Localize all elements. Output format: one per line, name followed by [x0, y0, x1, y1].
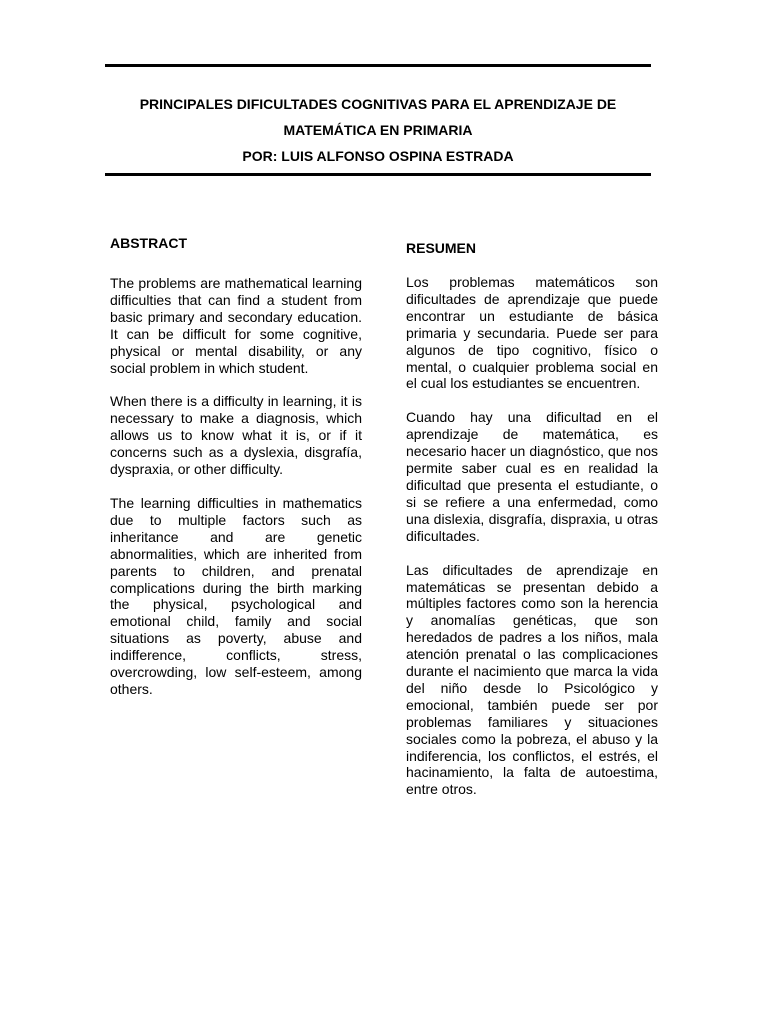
abstract-heading: ABSTRACT [110, 235, 187, 251]
abstract-paragraph: When there is a difficulty in learning, it is necessary to make a diagnosis, which allows us to know what it is, or if it concerns such as a dyslexia, disgrafía, dyspraxia, or other difficulty. [110, 393, 362, 478]
resumen-column [406, 239, 658, 815]
abstract-paragraph: The problems are mathematical learning difficulties that can find a student from basic primary and secondary education. It can be difficult for some cognitive, physical or mental disability, or any social problem in which student. [110, 275, 362, 376]
top-rule [105, 64, 651, 67]
title-line-1: PRINCIPALES DIFICULTADES COGNITIVAS PARA EL APRENDIZAJE DE [139, 96, 617, 112]
bottom-rule [105, 173, 651, 176]
abstract-column [110, 234, 362, 715]
resumen-heading: RESUMEN [406, 240, 477, 256]
document-header [105, 91, 651, 169]
resumen-paragraph: Cuando hay una dificultad en el aprendizaje de matemática, es necesario hacer un diagnóstico, que nos permite saber cual es en realidad la dificultad que presenta el estudiante, o si se refiere a una enfermedad, como una dislexia, disgrafía, dispraxia, u otras dificultades. [406, 409, 658, 544]
abstract-paragraph: The learning difficulties in mathematics due to multiple factors such as inheritance and are genetic abnormalities, which are inherited from parents to children, and prenatal complications during the birth marking the physical, psychological and emotional child, family and social situations as poverty, abuse and indifference, conflicts, stress, overcrowding, low self-esteem, among others. [110, 494, 362, 697]
author-line: POR: LUIS ALFONSO OSPINA ESTRADA [242, 148, 514, 164]
title-line-2: MATEMÁTICA EN PRIMARIA [283, 122, 473, 138]
resumen-paragraph: Las dificultades de aprendizaje en matemáticas se presentan debido a múltiples factores como son la herencia y anomalías genéticas, que son heredados de padres a los niños, mala atención prenatal o las complicaciones durante el nacimiento que marca la vida del niño desde lo Psicológico y emocional, también puede ser por problemas familiares y situaciones sociales como la pobreza, el abuso y la indiferencia, los conflictos, el estrés, el hacinamiento, la falta de autoestima, entre otros. [406, 561, 658, 798]
resumen-paragraph: Los problemas matemáticos son dificultades de aprendizaje que puede encontrar un estudiante de básica primaria y secundaria. Puede ser para algunos de tipo cognitivo, físico o mental, o cualquier problema social en el cual los estudiantes se encuentren. [406, 274, 658, 392]
